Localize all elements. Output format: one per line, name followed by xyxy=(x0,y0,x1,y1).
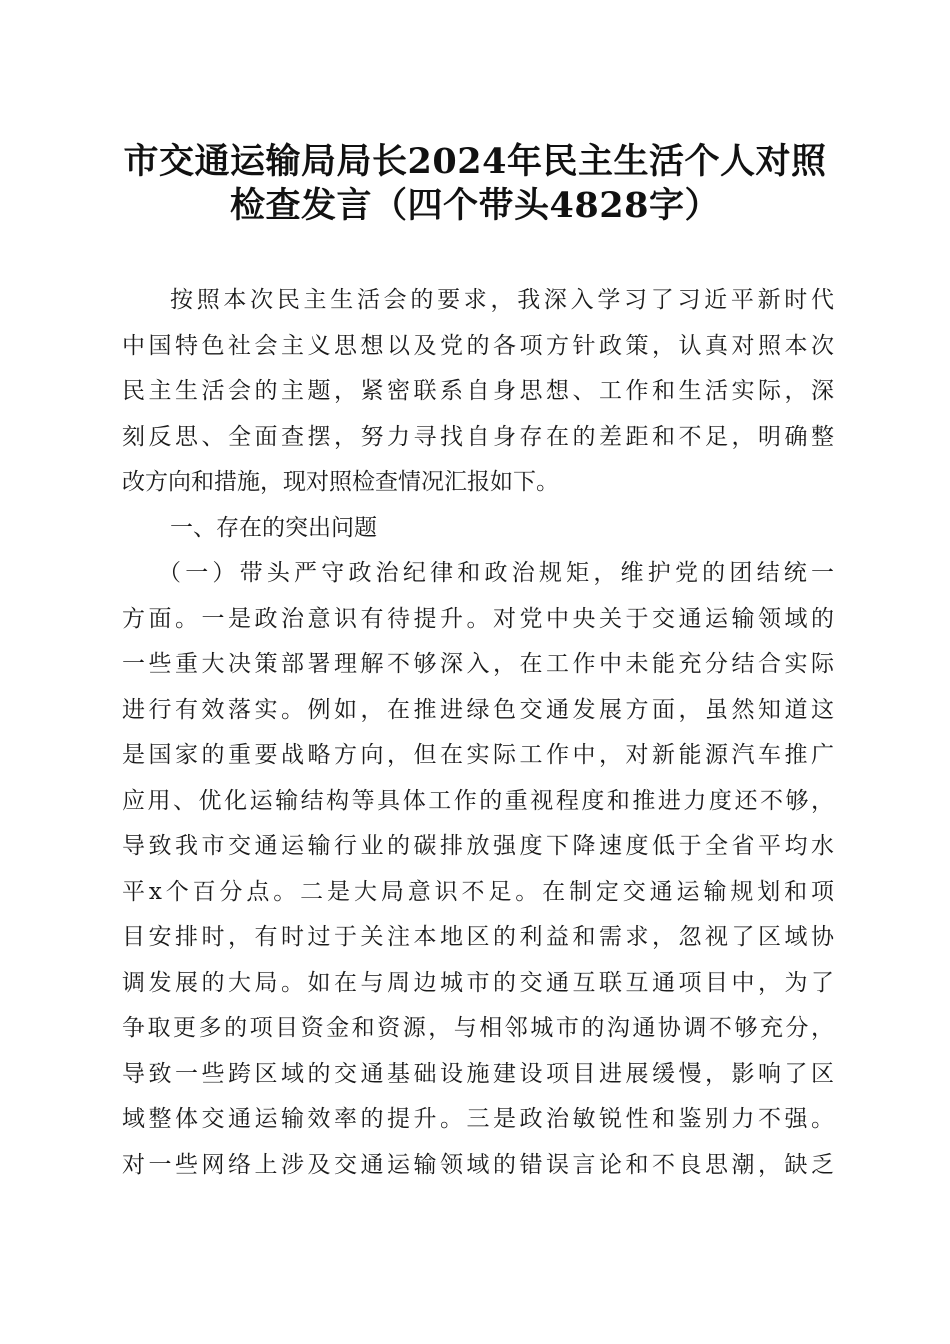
section-heading: 一、存在的突出问题 xyxy=(170,514,377,541)
section-line: 争取更多的项目资金和资源，与相邻城市的沟通协调不够充分， xyxy=(122,1015,834,1041)
section-line: 平x个百分点。二是大局意识不足。在制定交通运输规划和项 xyxy=(122,878,834,905)
section-line: 一些重大决策部署理解不够深入，在工作中未能充分结合实际 xyxy=(122,651,834,677)
intro-line: 按照本次民主生活会的要求，我深入学习了习近平新时代 xyxy=(170,287,834,313)
section-line: 导致一些跨区域的交通基础设施建设项目进展缓慢，影响了区 xyxy=(122,1060,834,1087)
section-line: 调发展的大局。如在与周边城市的交通互联互通项目中，为了 xyxy=(122,969,834,996)
section-line: 目安排时，有时过于关注本地区的利益和需求，忽视了区域协 xyxy=(122,924,834,950)
intro-line: 民主生活会的主题，紧密联系自身思想、工作和生活实际，深 xyxy=(122,378,834,404)
section-line: 方面。一是政治意识有待提升。对党中央关于交通运输领域的 xyxy=(122,605,834,632)
section-line: 对一些网络上涉及交通运输领域的错误言论和不良思潮，缺乏 xyxy=(122,1151,834,1178)
section-line: 域整体交通运输效率的提升。三是政治敏锐性和鉴别力不强。 xyxy=(122,1106,834,1132)
section-line: （一）带头严守政治纪律和政治规矩，维护党的团结统一 xyxy=(158,560,834,586)
section-line: 应用、优化运输结构等具体工作的重视程度和推进力度还不够， xyxy=(122,787,834,814)
section-line: 导致我市交通运输行业的碳排放强度下降速度低于全省平均水 xyxy=(122,833,834,859)
document-title xyxy=(100,140,850,228)
document-body xyxy=(122,278,834,1188)
title-line-1: 市交通运输局局长2024年民主生活个人对照 xyxy=(123,141,827,182)
section-line: 是国家的重要战略方向，但在实际工作中，对新能源汽车推广 xyxy=(122,742,834,768)
intro-line: 中国特色社会主义思想以及党的各项方针政策，认真对照本次 xyxy=(122,332,834,359)
intro-line: 改方向和措施，现对照检查情况汇报如下。 xyxy=(122,469,559,495)
section-line: 进行有效落实。例如，在推进绿色交通发展方面，虽然知道这 xyxy=(122,696,834,723)
title-line-2: 检查发言（四个带头4828字） xyxy=(230,185,720,226)
intro-line: 刻反思、全面查摆，努力寻找自身存在的差距和不足，明确整 xyxy=(122,423,834,450)
